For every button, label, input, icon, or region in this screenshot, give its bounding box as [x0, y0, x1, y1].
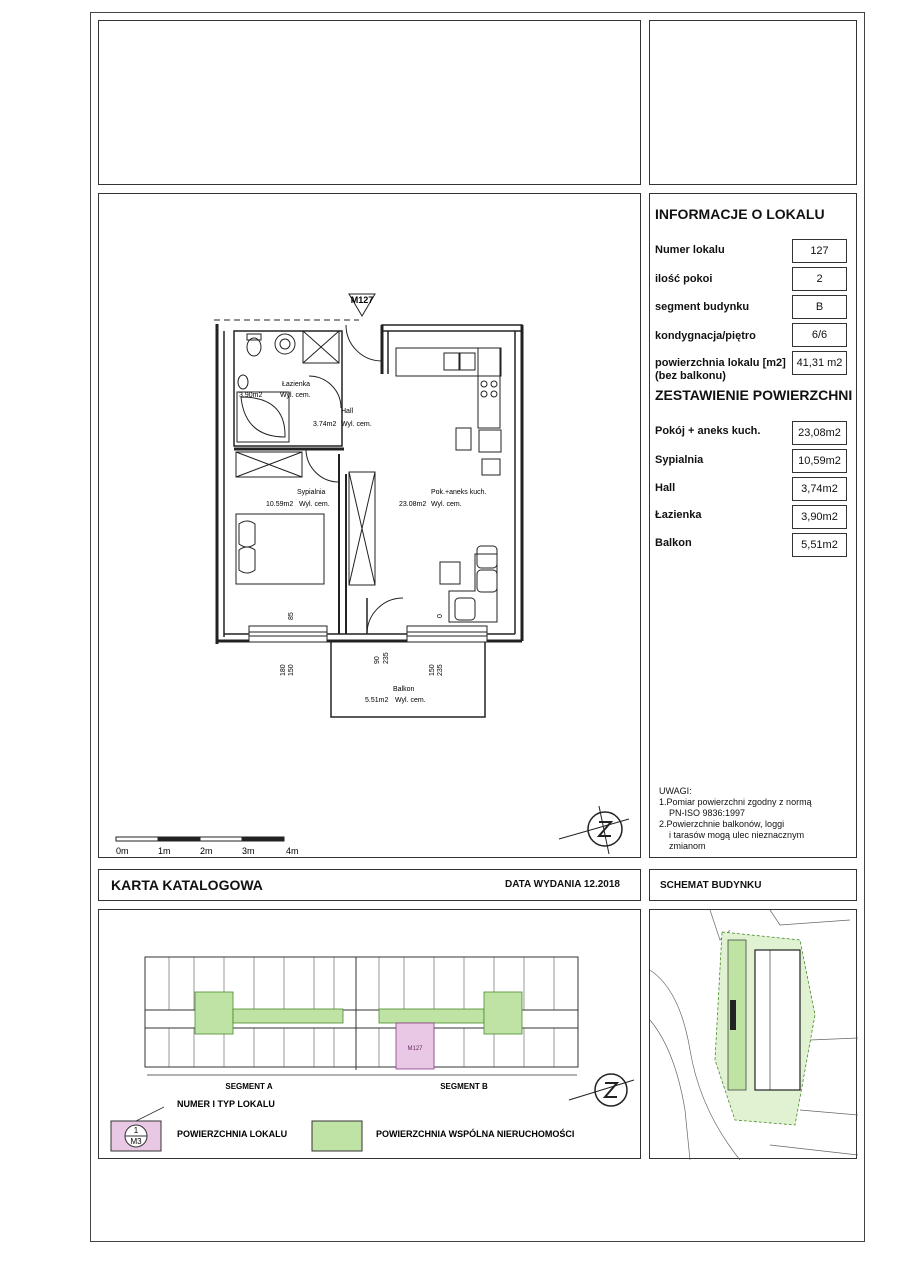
surface-label-4: Balkon: [655, 537, 692, 549]
living-floor: Wyl. cem.: [431, 501, 462, 508]
floor-plan: [99, 194, 642, 859]
dim-150b: 150: [429, 664, 436, 676]
scale-4: 4m: [286, 846, 299, 856]
site-schema-map: [650, 910, 858, 1160]
info-title: INFORMACJE O LOKALU: [655, 206, 825, 222]
unit-tag: M127: [350, 295, 374, 305]
dim-180: 180: [280, 664, 287, 676]
dim-235b: 235: [437, 664, 444, 676]
info-panel: [649, 193, 857, 858]
building-floor-panel: [98, 909, 641, 1159]
header-left-box: [98, 20, 641, 185]
balcony-floor: Wyl. cem.: [395, 697, 426, 704]
legend-common-label: POWIERZCHNIA WSPÓLNA NIERUCHOMOŚCI: [376, 1129, 575, 1139]
legend-symbol-bottom: M3: [130, 1137, 142, 1146]
surface-label-1: Sypialnia: [655, 454, 704, 466]
bed-floor: Wyl. cem.: [299, 501, 330, 508]
header-right-box: [649, 20, 857, 185]
notes-line-4: i tarasów mogą ulec nieznacznym: [669, 830, 805, 840]
info-value-1: 2: [792, 267, 847, 291]
bed-name: Sypialnia: [297, 489, 326, 496]
legend-area-label: POWIERZCHNIA LOKALU: [177, 1129, 288, 1139]
bath-floor: Wyl. cem.: [280, 392, 311, 399]
north-arrow-small-icon: [569, 1074, 634, 1106]
info-value-4: 41,31 m2: [792, 351, 847, 375]
card-title: KARTA KATALOGOWA: [111, 877, 263, 893]
schematic-unit-tag: M127: [407, 1046, 423, 1052]
segment-a-label: SEGMENT A: [225, 1082, 273, 1091]
info-value-3: 6/6: [792, 323, 847, 347]
legend-symbol-top: 1: [133, 1126, 139, 1135]
notes: [659, 786, 849, 852]
legend-unit-label: NUMER I TYP LOKALU: [177, 1099, 275, 1109]
surface-label-3: Łazienka: [655, 509, 702, 521]
notes-line-3: 2.Powierzchnie balkonów, loggi: [659, 819, 785, 829]
notes-line-2: PN-ISO 9836:1997: [669, 808, 746, 818]
info-label-2: segment budynku: [655, 301, 750, 313]
scale-3: 3m: [242, 846, 255, 856]
hall-name: Hall: [341, 408, 354, 415]
dim-150a: 150: [288, 664, 295, 676]
balcony-area: 5.51m2: [365, 697, 389, 704]
surface-value-0: 23,08m2: [792, 421, 847, 445]
info-label-0: Numer lokalu: [655, 244, 725, 256]
bath-area: 3.90m2: [239, 392, 263, 399]
dim-90: 90: [374, 656, 381, 664]
info-label-3: kondygnacja/piętro: [655, 330, 756, 342]
bath-name: Łazienka: [282, 381, 311, 388]
site-schema-panel: [649, 909, 857, 1159]
hall-floor: Wyl. cem.: [341, 421, 372, 428]
hall-area: 3.74m2: [313, 421, 337, 428]
surface-value-4: 5,51m2: [792, 533, 847, 557]
surfaces-title: ZESTAWIENIE POWIERZCHNI: [655, 387, 853, 403]
info-label-4: powierzchnia lokalu [m2] (bez balkonu): [655, 357, 786, 382]
dim-235a: 235: [383, 652, 390, 664]
living-name: Pok.+aneks kuch.: [431, 489, 487, 496]
schema-title-bar: [649, 869, 857, 901]
scale-1: 1m: [158, 846, 171, 856]
surface-label-2: Hall: [655, 482, 676, 494]
bed-area: 10.59m2: [266, 501, 294, 508]
issue-date: DATA WYDANIA 12.2018: [504, 879, 620, 890]
info-value-0: 127: [792, 239, 847, 263]
info-label-1: ilość pokoi: [655, 273, 713, 285]
plan-panel: [98, 193, 641, 858]
surface-label-0: Pokój + aneks kuch.: [655, 425, 761, 437]
balcony-name: Balkon: [393, 686, 415, 693]
building-floor-schematic: [99, 910, 642, 1160]
card-title-bar: [98, 869, 641, 901]
surface-value-1: 10,59m2: [792, 449, 847, 473]
info-value-2: B: [792, 295, 847, 319]
notes-line-1: 1.Pomiar powierzchni zgodny z normą: [659, 797, 812, 807]
north-arrow-icon: [559, 806, 629, 854]
notes-header: UWAGI:: [659, 786, 692, 796]
surface-value-3: 3,90m2: [792, 505, 847, 529]
segment-b-label: SEGMENT B: [440, 1082, 488, 1091]
scale-2: 2m: [200, 846, 213, 856]
scale-0: 0m: [116, 846, 129, 856]
notes-line-5: zmianom: [669, 841, 706, 851]
dim-85: 85: [288, 612, 295, 620]
dim-0: 0: [437, 614, 444, 618]
schema-title: SCHEMAT BUDYNKU: [660, 880, 762, 891]
surface-value-2: 3,74m2: [792, 477, 847, 501]
living-area: 23.08m2: [399, 501, 427, 508]
